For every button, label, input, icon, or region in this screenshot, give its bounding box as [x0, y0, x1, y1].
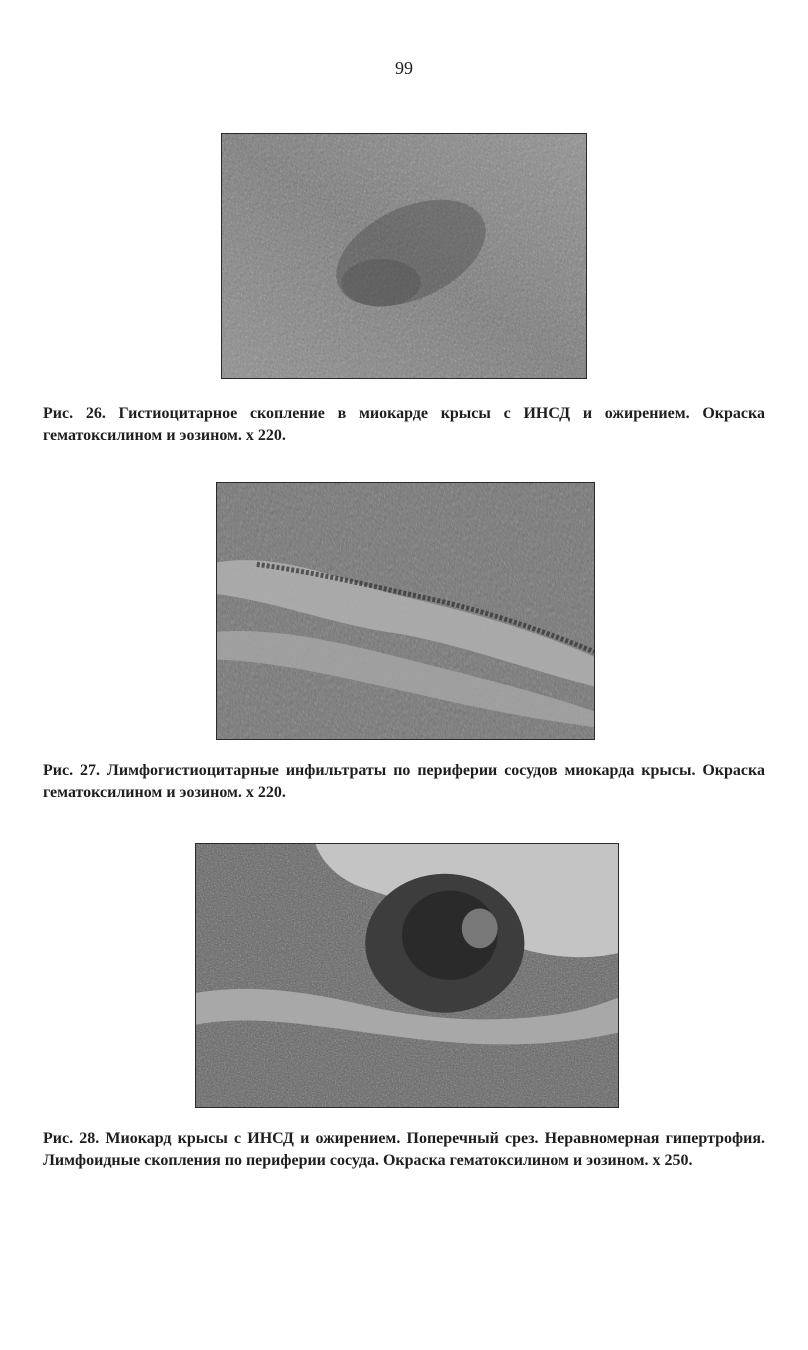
micrograph-figure-27 [216, 482, 595, 740]
figure-28-caption: Рис. 28. Миокард крысы с ИНСД и ожирением. Поперечный срез. Неравномерная гипертрофия. Лимфоидные скопления по периферии сосуда. Окраска гематоксилином и эозином. х 250. [43, 1130, 765, 1169]
micrograph-figure-26 [221, 133, 587, 379]
figure-26-caption: Рис. 26. Гистиоцитарное скопление в миокарде крысы с ИНСД и ожирением. Окраска гематоксилином и эозином. х 220. [43, 405, 765, 444]
page-number: 99 [395, 58, 413, 78]
micrograph-figure-28 [195, 843, 619, 1108]
figure-27-caption: Рис. 27. Лимфогистиоцитарные инфильтраты по периферии сосудов миокарда крысы. Окраска гематоксилином и эозином. х 220. [43, 762, 765, 801]
